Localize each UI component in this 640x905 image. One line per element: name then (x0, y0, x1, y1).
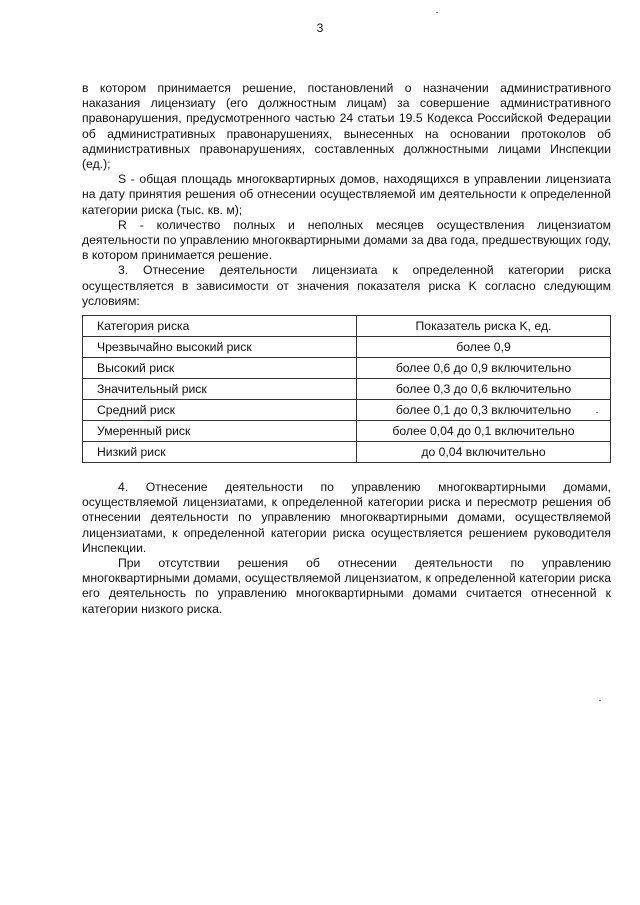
paragraph-item-3: 3. Отнесение деятельности лицензиата к определенной категории риска осуществляется в зависимости от значения показателя риска K согласно следующим условиям: (82, 263, 611, 308)
table-row (83, 337, 611, 358)
table-cell-indicator: более 0,3 до 0,6 включительно (357, 379, 611, 400)
page-number: 3 (316, 21, 324, 35)
table-cell-category: Высокий риск (83, 358, 357, 379)
paragraph-s-definition: S - общая площадь многоквартирных домов, находящихся в управлении лицензиата на дату принятия решения об отнесении осуществляемой им деятельности к определенной категории риска (тыс. кв. м); (82, 172, 611, 217)
body-text-top (82, 81, 611, 309)
table-cell-category: Умеренный риск (83, 421, 357, 442)
table-cell-indicator: более 0,6 до 0,9 включительно (357, 358, 611, 379)
paragraph-continuation: в котором принимается решение, постановлений о назначении административного наказания лицензиату (его должностным лицам) за совершение административного правонарушения, предусмотренного частью 24 статьи 19.5 Кодекса Российской Федерации об административных правонарушениях, вынесенных на основании протоколов об административных правонарушениях, составленных должностными лицами Инспекции (ед.); (82, 81, 611, 172)
table-cell-indicator: более 0,04 до 0,1 включительно (357, 421, 611, 442)
body-text-bottom (82, 480, 611, 617)
table-row (83, 442, 611, 463)
scan-speck (596, 412, 598, 413)
paragraph-default-rule: При отсутствии решения об отнесении деятельности по управлению многоквартирными домами, осуществляемой лицензиатом, к определенной категории риска его деятельность по управлению многоквартирными домами считается отнесенной к категории низкого риска. (82, 556, 611, 616)
table-cell-category: Значительный риск (83, 379, 357, 400)
table-header-indicator: Показатель риска K, ед. (357, 316, 611, 337)
table-header-category: Категория риска (83, 316, 357, 337)
table-cell-category: Средний риск (83, 400, 357, 421)
table-row (83, 379, 611, 400)
scan-speck (599, 700, 601, 701)
table-header-row (83, 316, 611, 337)
paragraph-item-4: 4. Отнесение деятельности по управлению многоквартирными домами, осуществляемой лицензиатами, к определенной категории риска и пересмотр решения об отнесении деятельности по управлению многоквартирными домами, осуществляемой лицензиатами, к определенной категории риска осуществляется решением руководителя Инспекции. (82, 480, 611, 555)
table-cell-category: Низкий риск (83, 442, 357, 463)
risk-category-table (82, 315, 611, 463)
table-cell-indicator: более 0,9 (357, 337, 611, 358)
table-cell-category: Чрезвычайно высокий риск (83, 337, 357, 358)
table-row (83, 421, 611, 442)
table-cell-indicator: более 0,1 до 0,3 включительно (357, 400, 611, 421)
paragraph-r-definition: R - количество полных и неполных месяцев осуществления лицензиатом деятельности по управлению многоквартирными домами за два года, предшествующих году, в котором принимается решение. (82, 217, 611, 263)
table-row (83, 358, 611, 379)
table-row (83, 400, 611, 421)
table-cell-indicator: до 0,04 включительно (357, 442, 611, 463)
scan-speck (436, 12, 438, 13)
